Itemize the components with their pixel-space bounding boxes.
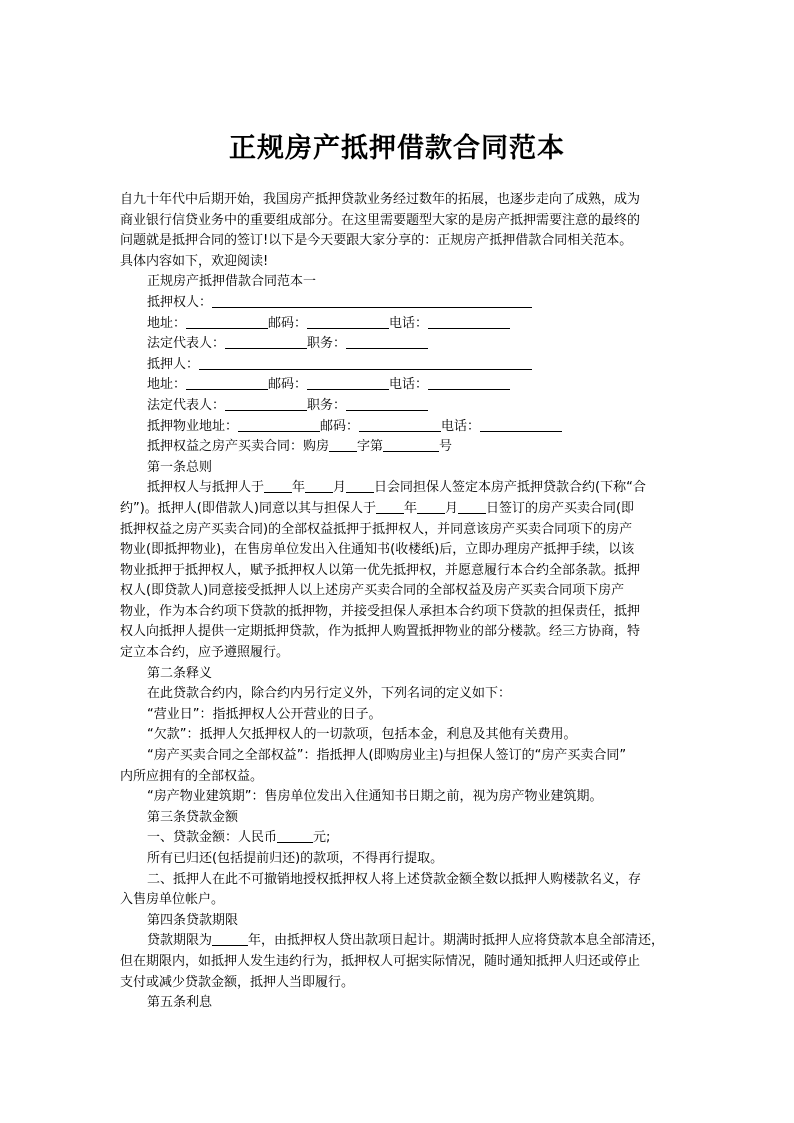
contract-suffix: 号 bbox=[439, 439, 453, 455]
article-4-line: 但在期限内，如抵押人发生违约行为，抵押权人可据实际情况，随时通知抵押人归还或停止 bbox=[120, 953, 641, 969]
position-label: 职务： bbox=[307, 397, 347, 413]
intro-line: 商业银行信贷业务中的重要组成部分。在这里需要题型大家的是房产抵押需要注意的最终的 bbox=[120, 212, 641, 228]
text-segment: 约”)。抵押人(即借款人)同意以其与担保人于 bbox=[120, 500, 376, 516]
contract-prefix: 抵押权益之房产买卖合同：购房 bbox=[147, 439, 330, 455]
blank-field bbox=[480, 418, 562, 432]
blank-field bbox=[359, 418, 441, 432]
mortgagee-name-label: 抵押权人： bbox=[147, 294, 213, 310]
mortgagee-address-row bbox=[120, 314, 680, 335]
article-4-line: 支付或减少贷款金额，抵押人当即履行。 bbox=[120, 974, 355, 990]
mortgagor-name-label: 抵押人： bbox=[147, 356, 200, 372]
blank-field bbox=[428, 315, 510, 329]
blank-field bbox=[186, 315, 268, 329]
text-segment: 元; bbox=[313, 830, 331, 846]
document-body bbox=[120, 190, 680, 1014]
blank-field bbox=[199, 356, 532, 370]
text-segment: 年 bbox=[292, 480, 306, 496]
tel-label: 电话： bbox=[389, 377, 429, 393]
article-2-line: 在此贷款合约内，除合约内另行定义外，下列名词的定义如下： bbox=[147, 686, 512, 702]
blank-field bbox=[225, 397, 307, 411]
purchase-contract-row bbox=[120, 437, 680, 458]
intro-line: 自九十年代中后期开始，我国房产抵押贷款业务经过数年的拓展，也逐步走向了成熟，成为 bbox=[120, 192, 641, 207]
article-1-line: 物业抵押于抵押权人，赋予抵押权人以第一优先抵押权，并愿意履行本合约全部条款。抵押 bbox=[120, 562, 641, 578]
loan-amount-row bbox=[120, 828, 680, 849]
article-1-line: 权人(即贷款人)同意接受抵押人以上述房产买卖合同的全部权益及房产买卖合同项下房产 bbox=[120, 583, 625, 599]
tel-label: 电话： bbox=[441, 418, 481, 434]
mortgagor-address-row bbox=[120, 375, 680, 396]
definition-item: 内所应拥有的全部权益。 bbox=[120, 768, 264, 784]
position-label: 职务： bbox=[307, 336, 347, 352]
property-address-row bbox=[120, 417, 680, 438]
article-1-line: 定立本合约，应予遵照履行。 bbox=[120, 645, 290, 661]
zip-label: 邮码： bbox=[320, 418, 360, 434]
mortgagor-name-row bbox=[120, 355, 680, 376]
blank-field bbox=[307, 315, 389, 329]
sample-heading: 正规房产抵押借款合同范本一 bbox=[147, 274, 317, 290]
property-address-label: 抵押物业地址： bbox=[147, 418, 239, 434]
blank-field bbox=[225, 335, 307, 349]
blank-field bbox=[329, 438, 357, 452]
article-3-line: 二、抵押人在此不可撤销地授权抵押权人将上述贷款金额全数以抵押人购楼款名义，存 bbox=[147, 871, 642, 887]
text-segment: 月 bbox=[444, 500, 458, 516]
definition-item: “房产物业建筑期”：售房单位发出入住通知书日期之前，视为房产物业建筑期。 bbox=[147, 789, 603, 805]
contract-mid: 字第 bbox=[357, 439, 384, 455]
address-label: 地址： bbox=[147, 315, 187, 331]
text-segment: 年，由抵押权人贷出款项日起计。期满时抵押人应将贷款本息全部清还， bbox=[248, 933, 665, 949]
text-segment: 年 bbox=[403, 500, 417, 516]
text-segment: 月 bbox=[333, 480, 347, 496]
intro-line: 具体内容如下，欢迎阅读! bbox=[120, 253, 269, 269]
blank-field bbox=[428, 376, 510, 390]
rep-label: 法定代表人： bbox=[147, 336, 226, 352]
text-segment: 贷款期限为 bbox=[147, 933, 213, 949]
mortgagee-rep-row bbox=[120, 334, 680, 355]
document-title: 正规房产抵押借款合同范本 bbox=[229, 133, 565, 164]
article-1-heading: 第一条总则 bbox=[147, 459, 213, 475]
text-segment: 抵押权人与抵押人于 bbox=[147, 480, 265, 496]
zip-label: 邮码： bbox=[268, 377, 308, 393]
loan-term-row bbox=[120, 931, 680, 952]
tel-label: 电话： bbox=[389, 315, 429, 331]
address-label: 地址： bbox=[147, 377, 187, 393]
blank-field bbox=[346, 479, 374, 493]
blank-field bbox=[458, 500, 486, 514]
blank-field bbox=[264, 479, 292, 493]
blank-field bbox=[212, 294, 532, 308]
article-1-line: 物业，作为本合约项下贷款的抵押物，并接受担保人承担本合约项下贷款的担保责任，抵押 bbox=[120, 603, 641, 619]
blank-field bbox=[305, 479, 333, 493]
mortgagor-rep-row bbox=[120, 396, 680, 417]
zip-label: 邮码： bbox=[268, 315, 308, 331]
rep-label: 法定代表人： bbox=[147, 397, 226, 413]
intro-line: 问题就是抵押合同的签订!以下是今天要跟大家分享的：正规房产抵押借款合同相关范本。 bbox=[120, 233, 633, 249]
blank-field bbox=[212, 932, 248, 946]
text-segment: 一、贷款金额：人民币 bbox=[147, 830, 278, 846]
blank-field bbox=[376, 500, 404, 514]
article-3-line: 入售房单位帐户。 bbox=[120, 892, 225, 908]
definition-item: “欠款”：抵押人欠抵押权人的一切款项，包括本金，利息及其他有关费用。 bbox=[147, 727, 577, 743]
text-segment: 日会同担保人签定本房产抵押贷款合约(下称“合 bbox=[374, 480, 646, 496]
article-1-line: 物业(即抵押物业)，在售房单位发出入住通知书(收楼纸)后，立即办理房产抵押手续，以该 bbox=[120, 542, 635, 558]
blank-field bbox=[277, 829, 313, 843]
article-1-line: 权人向抵押人提供一定期抵押贷款，作为抵押人购置抵押物业的部分楼款。经三方协商，特 bbox=[120, 624, 641, 640]
blank-field bbox=[307, 376, 389, 390]
article-3-heading: 第三条贷款金额 bbox=[147, 809, 239, 825]
article-2-heading: 第二条释义 bbox=[147, 665, 213, 681]
blank-field bbox=[383, 438, 439, 452]
mortgagee-name-row bbox=[120, 293, 680, 314]
article-1-line bbox=[120, 499, 680, 520]
blank-field bbox=[417, 500, 445, 514]
article-4-heading: 第四条贷款期限 bbox=[147, 912, 239, 928]
definition-item: “房产买卖合同之全部权益”：指抵押人(即购房业主)与担保人签订的“房产买卖合同” bbox=[147, 748, 627, 764]
article-1-line: 抵押权益之房产买卖合同)的全部权益抵押于抵押权人，并同意该房产买卖合同项下的房产 bbox=[120, 521, 633, 537]
blank-field bbox=[238, 418, 320, 432]
blank-field bbox=[346, 335, 428, 349]
definition-item: “营业日”：指抵押权人公开营业的日子。 bbox=[147, 706, 382, 722]
article-3-line: 所有已归还(包括提前归还)的款项，不得再行提取。 bbox=[147, 851, 444, 866]
blank-field bbox=[346, 397, 428, 411]
text-segment: 日签订的房产买卖合同(即 bbox=[485, 500, 635, 516]
blank-field bbox=[186, 376, 268, 390]
article-1-line bbox=[120, 478, 680, 499]
article-5-heading: 第五条利息 bbox=[147, 995, 213, 1011]
